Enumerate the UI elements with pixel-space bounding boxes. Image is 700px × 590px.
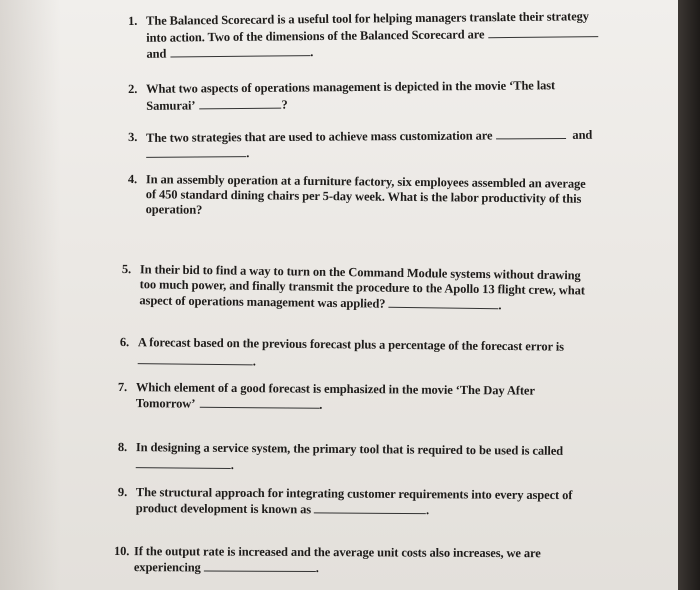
question-suffix: . xyxy=(425,503,430,518)
question-text: experiencing xyxy=(133,560,201,575)
question-text: Which element of a good forecast is emphasized in the movie ‘The Day After xyxy=(135,380,535,398)
question-suffix: . xyxy=(230,457,234,473)
question-text: aspect of operations management was applied? xyxy=(139,293,386,311)
question-number: 1. xyxy=(128,13,138,28)
question-number: 6. xyxy=(119,335,130,350)
question-text: operation? xyxy=(145,202,203,217)
question-suffix: . xyxy=(246,146,250,161)
answer-blank[interactable] xyxy=(204,559,316,572)
answer-blank[interactable] xyxy=(488,25,598,38)
question-text: of 450 standard dining chairs per 5-day week. What is the labor productivity of this xyxy=(145,187,582,206)
question-suffix: . xyxy=(498,298,502,313)
question-text: In their bid to find a way to turn on the Command Module systems without drawing xyxy=(139,262,581,283)
question-text: The Balanced Scorecard is a useful tool for helping managers translate their strategy xyxy=(145,9,589,28)
answer-blank[interactable] xyxy=(388,296,498,310)
answer-blank[interactable] xyxy=(199,396,319,409)
answer-blank[interactable] xyxy=(136,456,231,469)
question-text: In an assembly operation at a furniture factory, six employees assembled an average xyxy=(145,172,586,191)
question-text: In designing a service system, the primary tool that is required to be used is called xyxy=(135,440,564,458)
question-text: What two aspects of operations management is depicted in the movie ‘The last xyxy=(145,78,556,96)
desk-background xyxy=(678,0,700,590)
question-number: 4. xyxy=(127,172,138,187)
question-text: too much power, and finally transmit the procedure to the Apollo 13 flight crew, what xyxy=(139,277,585,298)
question-text: If the output rate is increased and the average unit costs also increases, we are xyxy=(133,544,541,561)
question-text: The two strategies that are used to achieve mass customization are xyxy=(146,128,493,145)
question-suffix: . xyxy=(319,397,323,412)
question-suffix: . xyxy=(252,354,256,369)
question-text: into action. Two of the dimensions of the Balanced Scorecard are xyxy=(146,27,485,45)
question-text: The structural approach for integrating customer requirements into every aspect of xyxy=(135,485,573,503)
answer-blank[interactable] xyxy=(496,127,566,139)
question-number: 5. xyxy=(121,262,132,277)
question-number: 8. xyxy=(117,440,128,455)
question-text: and xyxy=(146,46,167,61)
question-number: 10. xyxy=(113,544,130,559)
question-suffix: . xyxy=(315,561,319,576)
question-number: 7. xyxy=(117,380,128,395)
question-suffix: . xyxy=(310,45,314,60)
answer-blank[interactable] xyxy=(170,44,310,57)
question-text: Tomorrow’ xyxy=(135,396,196,411)
question-text: Samurai’ xyxy=(146,98,196,113)
question-text: A forecast based on the previous forecast plus a percentage of the forecast error is xyxy=(137,335,565,354)
question-suffix: ? xyxy=(281,97,288,112)
page-shadow xyxy=(0,0,60,590)
question-number: 9. xyxy=(117,485,128,500)
question-number: 2. xyxy=(128,81,138,96)
answer-blank[interactable] xyxy=(199,97,281,110)
answer-blank[interactable] xyxy=(146,145,246,158)
answer-blank[interactable] xyxy=(138,352,253,365)
question-number: 3. xyxy=(128,129,138,144)
question-text: and xyxy=(572,127,593,142)
question-text: product development is known as xyxy=(135,501,312,517)
answer-blank[interactable] xyxy=(314,501,426,514)
